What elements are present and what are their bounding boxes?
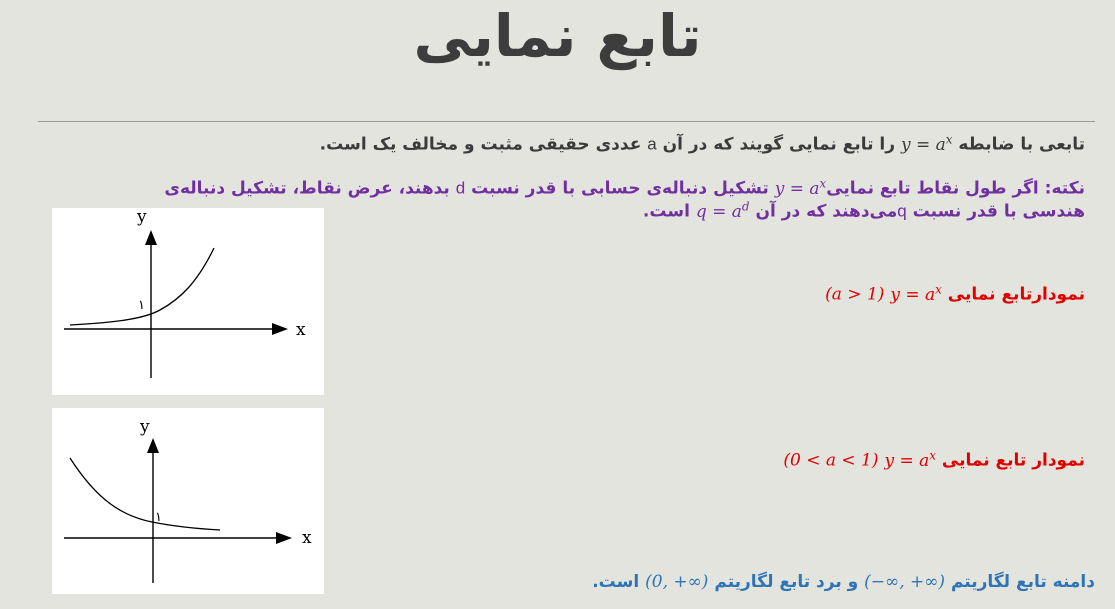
y-axis-label: y [137,208,147,227]
graph1-condition: (a > 1) [825,284,885,305]
exponential-curve [70,248,214,325]
x-axis-arrow [272,323,288,335]
graph-increasing-svg [52,208,324,395]
title-divider [38,121,1095,122]
y-axis-label: y [140,417,150,437]
x-axis-arrow [276,532,292,544]
exponential-curve [70,458,220,530]
graph2-condition: (0 < a < 1) [783,450,879,471]
note-var-q: q [897,201,907,221]
note-line-1: نکته: اگر طول نقاط تابع نماییy = $a^x$ تشکیل دنباله‌ی حسابی با قدر نسبت d بدهند، عرض نقاط، تشکیل دنباله‌ی [164,176,1085,199]
one-label: ۱ [138,298,145,313]
log-range: (0, +∞) [645,572,709,592]
note-formula-q: $q = a^d$ [695,199,750,222]
definition-var-a: a [647,134,657,154]
note-line-2: هندسی با قدر نسبت qمی‌دهند که در آن $q = a^d$ است. [642,199,1085,222]
graph2-caption: نمودار تابع نمایی $y = a^x$ (0 < a < 1) [783,448,1085,471]
graph1-formula: $y = a^x$ [890,282,942,305]
domain-range-note: دامنه تابع لگاریتم (−∞, +∞) و برد تابع لگاریتم (0, +∞) است. [592,572,1095,592]
one-label: ۱ [155,510,162,525]
y-axis-arrow [145,230,157,245]
definition-after: عددی حقیقی مثبت و مخالف یک است. [319,134,642,155]
graph-decreasing-svg [52,408,324,594]
definition-text [320,132,1085,155]
definition-middle: را تابع نمایی گویند که در آن [662,134,896,155]
x-axis-label: x [296,320,306,340]
log-domain: (−∞, +∞) [864,572,946,592]
definition-formula: $y = a^x$ [900,132,953,155]
graph2-formula: $y = a^x$ [884,448,936,471]
graph1-caption: نمودارتابع نمایی $y = a^x$ (a > 1) [825,282,1085,305]
y-axis-arrow [147,438,159,453]
definition-before: تابعی با ضابطه [958,134,1085,155]
graph-increasing [52,208,324,395]
graph-decreasing [52,408,324,594]
page-title: تابع نمایی [413,2,702,70]
x-axis-label: x [302,528,312,548]
note-var-d: d [455,178,466,198]
note-formula: $y = a^x$ [774,176,827,199]
